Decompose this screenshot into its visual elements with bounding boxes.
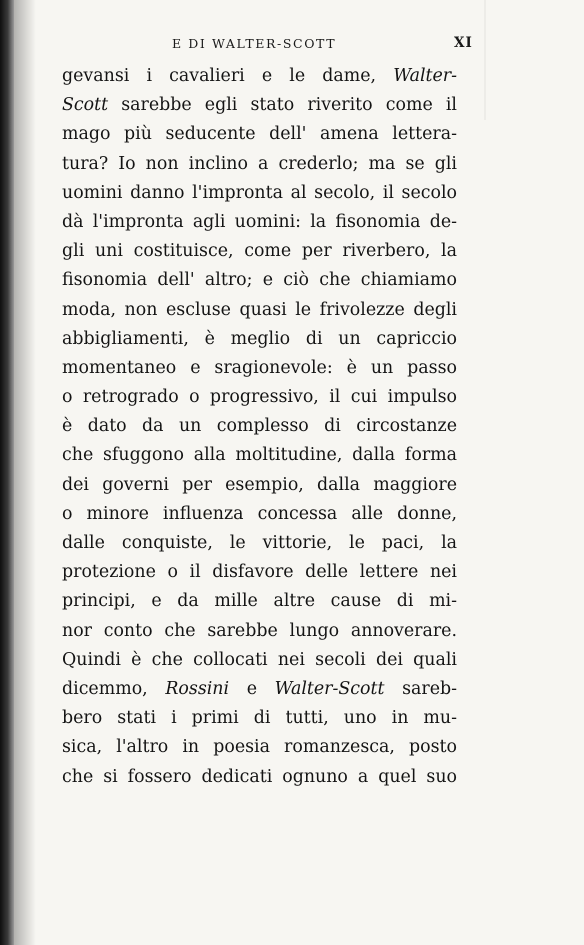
italic-text: Scott xyxy=(62,95,109,116)
text-line xyxy=(62,120,457,149)
text-segment: che sfuggono alla moltitudine, dalla forma xyxy=(62,445,457,466)
text-segment: dicemmo, xyxy=(62,678,166,699)
text-segment: dei governi per esempio, dalla maggiore xyxy=(62,474,457,495)
text-line xyxy=(62,529,457,558)
gutter-fade xyxy=(14,0,36,945)
text-line xyxy=(62,354,457,383)
italic-text: Walter-Scott xyxy=(274,678,385,699)
text-line xyxy=(62,266,457,295)
text-line xyxy=(62,325,457,354)
text-line xyxy=(62,471,457,500)
text-segment: gli uni costituisce, come per riverbero, la xyxy=(62,241,457,262)
text-segment: è dato da un complesso di circostanze xyxy=(62,416,457,437)
text-segment: dalle conquiste, le vittorie, le paci, la xyxy=(62,533,457,553)
text-segment: sarebbe egli stato riverito come il xyxy=(108,95,457,116)
text-line xyxy=(62,150,457,179)
text-segment: momentaneo e sragionevole: è un passo xyxy=(62,357,457,378)
page-header xyxy=(14,36,584,58)
text-segment: fisonomia dell' altro; e ciò che chiamiamo xyxy=(62,270,457,291)
book-gutter-shadow xyxy=(0,0,14,945)
text-segment: protezione o il disfavore delle lettere nei xyxy=(62,562,457,583)
text-line xyxy=(62,179,457,208)
page-crease xyxy=(484,0,486,120)
text-segment: che si fossero dedicati ognuno a quel suo xyxy=(62,766,457,787)
text-segment: sica, l'altro in poesia romanzesca, posto xyxy=(62,737,457,758)
text-line xyxy=(62,733,457,762)
running-head: E DI WALTER-SCOTT xyxy=(172,36,337,51)
text-segment: abbigliamenti, è meglio di un capriccio xyxy=(62,328,457,349)
text-line xyxy=(62,558,457,587)
text-line xyxy=(62,646,457,675)
text-line xyxy=(62,412,457,441)
text-segment: mago più seducente dell' amena lettera- xyxy=(62,124,457,145)
text-line xyxy=(62,237,457,266)
text-segment: principi, e da mille altre cause di mi- xyxy=(62,591,457,612)
text-line xyxy=(62,500,457,529)
page-number: XI xyxy=(454,35,473,51)
text-segment: bero stati i primi di tutti, uno in mu- xyxy=(62,708,457,729)
book-page xyxy=(14,0,584,945)
text-line xyxy=(62,441,457,470)
text-line xyxy=(62,296,457,325)
text-segment: uomini danno l'impronta al secolo, il secolo xyxy=(62,182,457,203)
text-line xyxy=(62,704,457,733)
text-line xyxy=(62,62,457,91)
italic-text: Walter- xyxy=(393,66,457,86)
text-segment: moda, non escluse quasi le frivolezze degli xyxy=(62,299,457,320)
text-segment: dà l'impronta agli uomini: la fisonomia de- xyxy=(62,211,457,232)
text-line xyxy=(62,617,457,646)
italic-text: Rossini xyxy=(165,678,230,699)
text-segment: o minore influenza concessa alle donne, xyxy=(62,503,457,524)
text-segment: sareb- xyxy=(384,678,458,699)
text-segment: tura? Io non inclino a crederlo; ma se gli xyxy=(62,153,457,174)
text-segment: e xyxy=(229,678,275,699)
text-line xyxy=(62,208,457,237)
text-segment: gevansi i cavalieri e le dame, xyxy=(62,66,394,86)
text-line xyxy=(62,587,457,616)
text-line xyxy=(62,383,457,412)
text-line xyxy=(62,763,457,792)
text-line xyxy=(62,91,457,120)
text-segment: Quindi è che collocati nei secoli dei quali xyxy=(62,649,457,670)
text-line xyxy=(62,675,457,704)
text-segment: o retrogrado o progressivo, il cui impulso xyxy=(62,387,457,408)
text-segment: nor conto che sarebbe lungo annoverare. xyxy=(62,620,457,641)
body-text xyxy=(62,62,457,792)
